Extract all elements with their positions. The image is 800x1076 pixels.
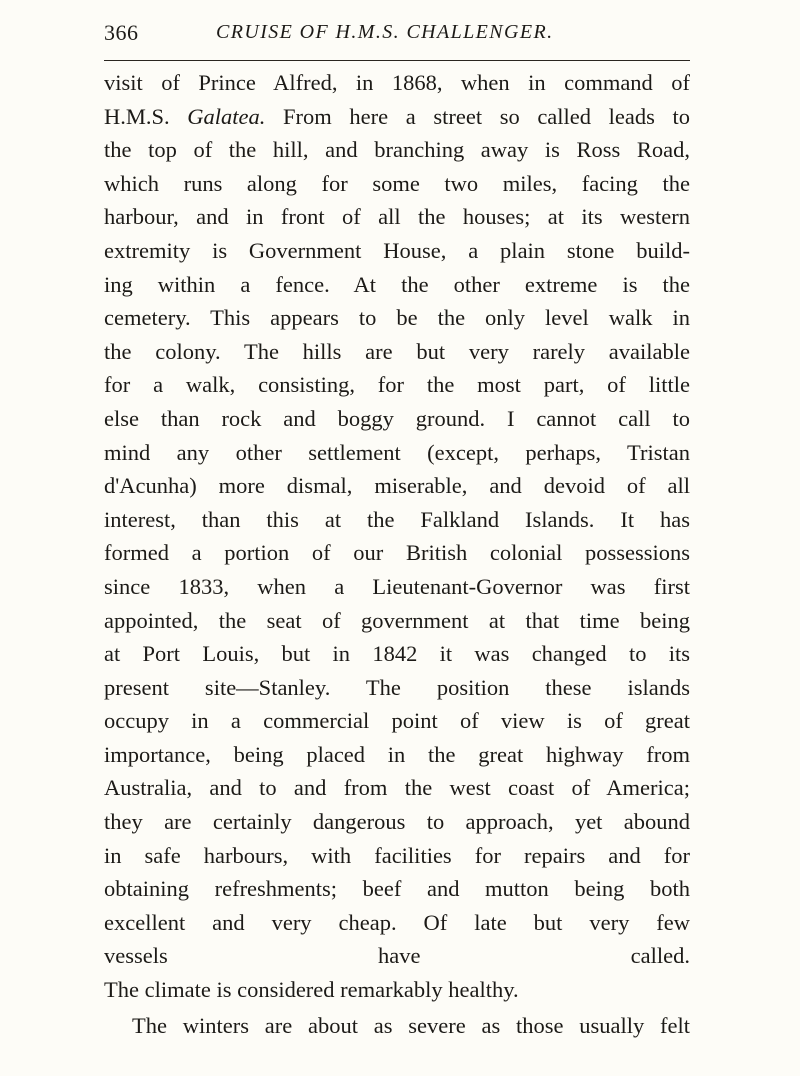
body-text [104,66,690,1076]
text-line [104,100,690,134]
text-line: for a walk, consisting, for the most part, of little [104,372,690,398]
text-line: cemetery. This appears to be the only level walk in [104,305,690,331]
text-line: vessels have called. [104,943,690,969]
text-fragment: From here a street so called leads to [283,103,691,129]
text-line: obtaining refreshments; beef and mutton being both [104,876,690,902]
header-rule [104,60,690,61]
text-line: they are certainly dangerous to approach, yet abound [104,809,690,835]
text-line: visit of Prince Alfred, in 1868, when in command of [104,70,690,95]
text-line: the top of the hill, and branching away is Ross Road, [104,137,690,163]
text-line: The climate is considered remarkably healthy. [104,977,519,1003]
page-number: 366 [104,20,139,45]
paragraph-start-line: The winters are about as severe as those usually felt [132,1012,690,1038]
text-line [104,1042,690,1076]
text-line: at Port Louis, but in 1842 it was changed to its [104,641,690,667]
text-line: importance, being placed in the great highway from [104,741,690,767]
text-line: formed a portion of our British colonial possessions [104,540,690,566]
text-line: Australia, and to and from the west coast of America; [104,775,690,801]
text-line: since 1833, when a Lieutenant-Governor was first [104,573,690,599]
text-line: harbour, and in front of all the houses; at its western [104,204,690,230]
text-line: extremity is Government House, a plain stone build- [104,237,690,263]
text-line: the colony. The hills are but very rarely available [104,338,690,364]
text-line: else than rock and boggy ground. I cannot call to [104,405,690,431]
page-header [104,18,690,52]
text-line: ing within a fence. At the other extreme is the [104,271,690,297]
text-line: present site—Stanley. The position these islands [104,674,690,700]
text-fragment: H.M.S. [104,103,170,129]
text-line: d'Acunha) more dismal, miserable, and devoid of all [104,473,690,499]
running-title: CRUISE OF H.M.S. CHALLENGER. [216,21,554,43]
text-line: occupy in a commercial point of view is of great [104,708,690,734]
text-line: excellent and very cheap. Of late but very few [104,909,690,935]
text-line: appointed, the seat of government at that time being [104,607,690,633]
text-line: in safe harbours, with facilities for repairs and for [104,842,690,868]
ship-name: Galatea. [187,103,266,129]
text-line: which runs along for some two miles, facing the [104,170,690,196]
text-line: interest, than this at the Falkland Islands. It has [104,506,690,532]
text-line: mind any other settlement (except, perhaps, Tristan [104,439,690,465]
